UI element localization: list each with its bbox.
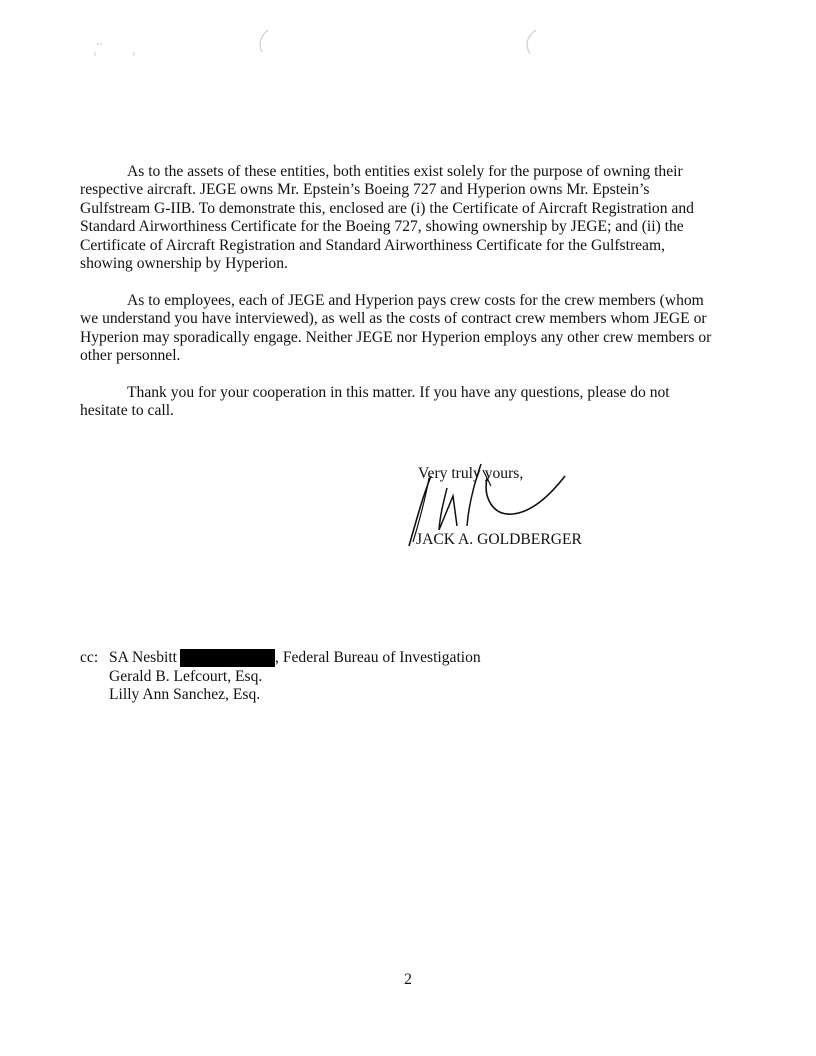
redaction-box bbox=[180, 649, 275, 667]
paragraph-assets: As to the assets of these entities, both entities exist solely for the purpose of owning their respective aircraft. JEGE owns Mr. Epstein’s Boeing 727 and Hyperion owns Mr. Epstein’s Gulfstream G-IIB. To demonstrate this, enclosed are (i) the Certificate of Aircraft Registration and Standard Airworthiness Certificate for the Boeing 727, showing ownership by JEGE; and (ii) the Certificate of Aircraft Registration and Standard Airworthiness Certificate for the Gulfstream, showing ownership by Hyperion. bbox=[80, 163, 694, 273]
page-number: 2 bbox=[404, 971, 412, 988]
cc-recipient-3: Lilly Ann Sanchez, Esq. bbox=[109, 686, 261, 704]
paragraph-employees: As to employees, each of JEGE and Hyperion pays crew costs for the crew members (whom we understand you have interviewed), as well as the costs of contract crew members whom JEGE or Hyperion may sporadically engage. Neither JEGE nor Hyperion employs any other crew members or other personnel. bbox=[80, 292, 712, 365]
cc-recipient-2: Gerald B. Lefcourt, Esq. bbox=[109, 667, 263, 685]
cc-label: cc: bbox=[80, 649, 99, 666]
valediction: Very truly yours, bbox=[418, 465, 524, 482]
cc-recipient-1-agency: , Federal Bureau of Investigation bbox=[275, 649, 481, 666]
cc-row-1 bbox=[80, 649, 481, 668]
paragraph-thanks: Thank you for your cooperation in this matter. If you have any questions, please do not hesitate to call. bbox=[80, 384, 670, 420]
scan-artifact-marks bbox=[0, 0, 816, 80]
cc-recipient-1-name: SA Nesbitt bbox=[109, 649, 178, 666]
signer-name: JACK A. GOLDBERGER bbox=[416, 531, 582, 548]
cc-list bbox=[80, 649, 481, 705]
